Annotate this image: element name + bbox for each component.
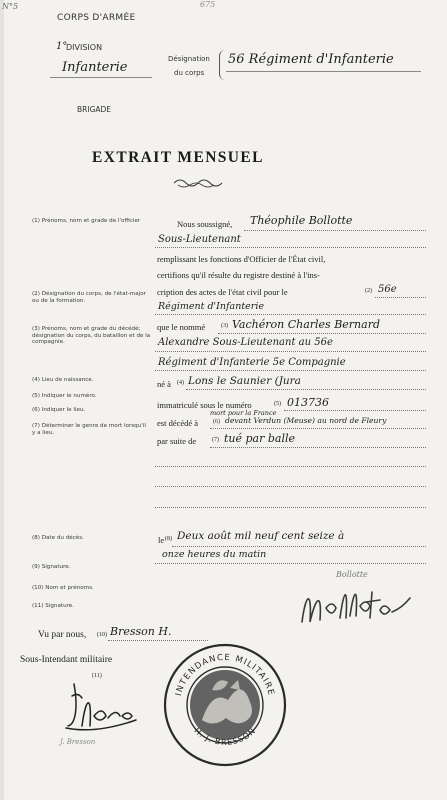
blank-line-2 [155,486,426,487]
blank-line-1 [155,466,426,467]
date-hw-2: onze heures du matin [162,549,267,560]
corner-mark: N°5 [2,2,19,11]
designation-label-2: du corps [174,69,205,77]
designation-label-1: Désignation [168,55,210,63]
top-number: 675 [200,0,216,9]
note-2: (2) Désignation du corps, de l'état-major ou de la formation. [32,291,146,304]
intendant-signature [64,676,144,736]
officer-rank: Sous-Lieutenant [158,234,241,245]
deceased-hw-3: Régiment d'Infanterie 5e Compagnie [158,357,346,368]
ref-8: (8) [165,536,172,542]
line-deceased-1 [218,333,426,334]
ref-11: (11) [92,673,102,679]
line-officer-rank [155,247,426,248]
ref-2: (2) [365,288,372,294]
cause-hw: tué par balle [224,432,296,445]
deceased-hw-1: Vachéron Charles Bernard [232,318,380,331]
stamp-bottom-text: H. J. BRESSON [192,726,258,747]
line-birthplace [186,389,426,390]
designation-brace [219,50,226,80]
note-1: (1) Prénoms, nom et grade de l'officier [32,218,141,224]
que-le-nomme: que le nommé [157,322,206,332]
note-8: (8) Date du décès. [32,535,84,541]
designation-line [226,71,421,72]
ref-10: (10) [97,632,107,638]
place-hw: devant Verdun (Meuse) au nord de Fleury [225,416,387,425]
note-10: (10) Nom et prénoms. [32,585,94,591]
sous-intendant-label: Sous-Intendant militaire [20,655,113,665]
note-11: (11) Signature. [32,603,75,609]
division-value: Infanterie [62,60,128,75]
page-edge [0,0,4,800]
intendant-hw: Bresson H. [110,625,172,638]
ref-5: (5) [274,401,281,407]
line-regiment-2 [155,314,426,315]
regiment-hw-1: 56e [378,284,397,295]
note-5: (5) Indiquer le numéro. [32,393,97,399]
par-suite-de: par suite de [157,436,197,446]
division-line [50,77,152,78]
line-deceased-3 [155,370,426,371]
note-9: (9) Signature. [32,564,71,570]
vu-par-nous: Vu par nous, [38,630,87,640]
deceased-hw-2: Alexandre Sous-Lieutenant au 56e [158,337,333,348]
date-hw-1: Deux août mil neuf cent seize à [177,530,345,542]
line-number [284,410,426,411]
line-regiment-1 [375,297,426,298]
line-date-1 [172,546,426,547]
brigade-label: BRIGADE [77,105,112,114]
note-4: (4) Lieu de naissance. [32,377,94,383]
line-date-2 [155,563,426,564]
intendant-signature-text: J. Bresson [60,738,96,746]
blank-line-3 [155,507,426,508]
line-certifions: certifions qu'il résulte du registre destiné à l'ins- [157,270,320,280]
number-hw: 013736 [287,396,329,409]
nous-soussigne: Nous soussigné, [177,219,233,229]
division-label: DIVISION [66,43,103,52]
title-ornament [170,177,230,189]
note-3: (3) Prénoms, nom et grade du décédé; désignation du corps, du bataillon et de la compagnie. [32,326,151,346]
birthplace-hw: Lons le Saunier (Jura [188,375,301,387]
designation-value: 56 Régiment d'Infanterie [228,52,394,67]
regiment-hw-2: Régiment d'Infanterie [158,301,264,312]
le-label: le [158,535,165,545]
line-deceased-2 [155,351,426,352]
immatricule: immatriculé sous le numéro [157,400,252,410]
line-officer-name [244,230,426,231]
ne-a: né à [157,379,171,389]
note-6: (6) Indiquer le lieu. [32,407,86,413]
ref-4: (4) [177,380,184,386]
line-remplissant: remplissant les fonctions d'Officier de l'État civil, [157,254,326,264]
officer-name: Théophile Bollotte [250,214,353,227]
division-number: 1° [56,41,68,52]
line-cription: cription des actes de l'état civil pour le [157,287,288,297]
ref-7: (7) [212,437,219,443]
corps-label: CORPS D'ARMÉE [57,13,136,23]
note-7: (7) Déterminer le genre de mort lorsqu'il y a lieu. [32,423,146,436]
official-stamp [160,640,290,770]
stamp-top-text: INTENDANCE MILITAIRE [173,652,277,698]
line-cause [210,447,426,448]
officer-signature [296,582,416,630]
document-title: EXTRAIT MENSUEL [92,149,264,166]
line-place [210,428,426,429]
est-decede: est décédé à [157,418,199,428]
ref-6: (6) [213,419,220,425]
ref-3: (3) [221,323,228,329]
officer-signature-text: Bollotte [336,570,368,579]
mort-pour-la-france: mort pour la France [210,409,277,417]
